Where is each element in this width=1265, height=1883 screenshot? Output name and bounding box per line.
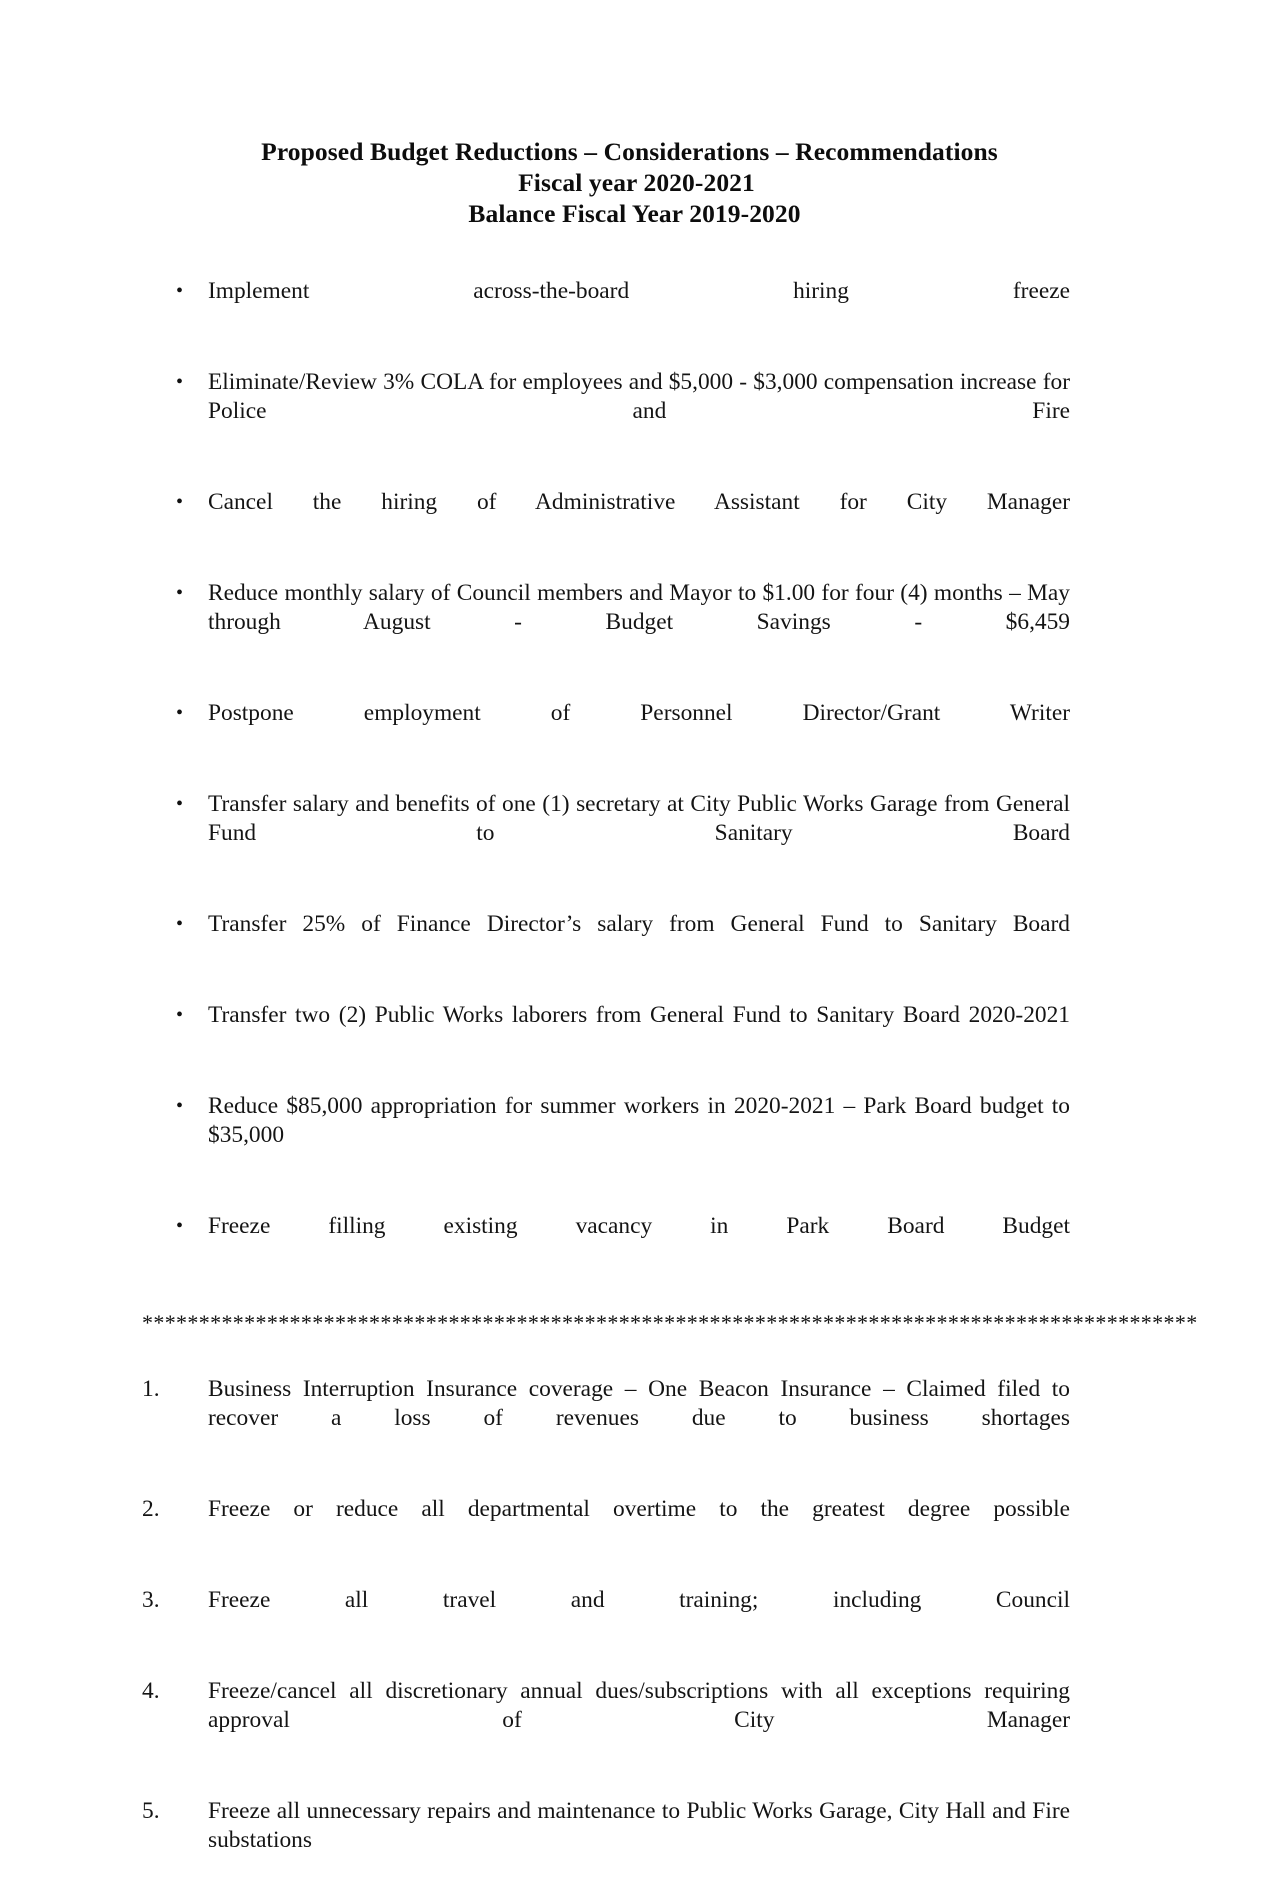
bullet-point-icon: • <box>176 701 184 724</box>
numbered-list-item <box>0 1495 1265 1552</box>
list-item-text: Reduce monthly salary of Council members and Mayor to $1.00 for four (4) months – May through August - Budget Savings - $6,459 <box>208 580 1070 635</box>
list-item-text: Eliminate/Review 3% COLA for employees and $5,000 - $3,000 compensation increase for Police and Fire <box>208 369 1070 424</box>
list-item-text: Freeze or reduce all departmental overtime to the greatest degree possible <box>208 1496 1070 1523</box>
bullet-point-icon: • <box>176 793 184 816</box>
list-item-text: Transfer salary and benefits of one (1) secretary at City Public Works Garage from General Fund to Sanitary Board <box>208 791 1070 846</box>
budget-consideration-numbered-list <box>0 1375 1265 1883</box>
budget-reduction-bullet-list <box>0 277 1265 1269</box>
numbered-list-item <box>0 1677 1265 1763</box>
title-line-1: Proposed Budget Reductions – Considerations – Recommendations <box>261 137 998 166</box>
list-item <box>0 1092 1265 1178</box>
list-item <box>0 277 1265 334</box>
list-item-text: Freeze all unnecessary repairs and maintenance to Public Works Garage, City Hall and Fire substations <box>208 1798 1070 1853</box>
list-item-text: Freeze filling existing vacancy in Park Board Budget <box>208 1213 1070 1240</box>
list-item-text: Transfer two (2) Public Works laborers from General Fund to Sanitary Board 2020-2021 <box>208 1002 1070 1029</box>
title-line-3: Balance Fiscal Year 2019-2020 <box>468 199 801 228</box>
bullet-point-icon: • <box>176 1215 184 1238</box>
list-item-text: Cancel the hiring of Administrative Assistant for City Manager <box>208 488 1070 515</box>
list-item <box>0 790 1265 876</box>
list-item <box>0 1212 1265 1269</box>
list-item <box>0 488 1265 545</box>
list-item-number: 3. <box>142 1587 160 1614</box>
list-item-text: Reduce $85,000 appropriation for summer workers in 2020-2021 – Park Board budget to $35,000 <box>208 1093 1070 1148</box>
list-item-text: Transfer 25% of Finance Director’s salary from General Fund to Sanitary Board <box>208 910 1070 937</box>
list-item-number: 2. <box>142 1496 160 1523</box>
bullet-point-icon: • <box>176 912 184 935</box>
list-item-text: Freeze/cancel all discretionary annual dues/subscriptions with all exceptions requiring approval of City Manager <box>208 1678 1070 1733</box>
list-item-text: Postpone employment of Personnel Director/Grant Writer <box>208 699 1070 726</box>
list-item <box>0 910 1265 967</box>
list-item-number: 4. <box>142 1678 160 1705</box>
list-item-number: 1. <box>142 1376 160 1403</box>
bullet-point-icon: • <box>176 1095 184 1118</box>
bullet-point-icon: • <box>176 582 184 605</box>
asterisk-divider: ********************************************************************************************* <box>142 1313 1198 1334</box>
numbered-list-item <box>0 1586 1265 1643</box>
page-title <box>0 0 1265 229</box>
list-item <box>0 368 1265 454</box>
list-item-number: 5. <box>142 1798 160 1825</box>
list-item-text: Business Interruption Insurance coverage – One Beacon Insurance – Claimed filed to recover a loss of revenues due to business shortages <box>208 1376 1070 1431</box>
bullet-point-icon: • <box>176 371 184 394</box>
numbered-list-item <box>0 1375 1265 1461</box>
list-item <box>0 1001 1265 1058</box>
bullet-point-icon: • <box>176 280 184 302</box>
bullet-point-icon: • <box>176 490 184 513</box>
numbered-list-item <box>0 1797 1265 1883</box>
list-item-text: Freeze all travel and training; including Council <box>208 1587 1070 1614</box>
list-item <box>0 699 1265 756</box>
list-item-text: Implement across-the-board hiring freeze <box>208 278 1070 304</box>
title-line-2: Fiscal year 2020-2021 <box>518 168 755 197</box>
list-item <box>0 579 1265 665</box>
bullet-point-icon: • <box>176 1004 184 1027</box>
